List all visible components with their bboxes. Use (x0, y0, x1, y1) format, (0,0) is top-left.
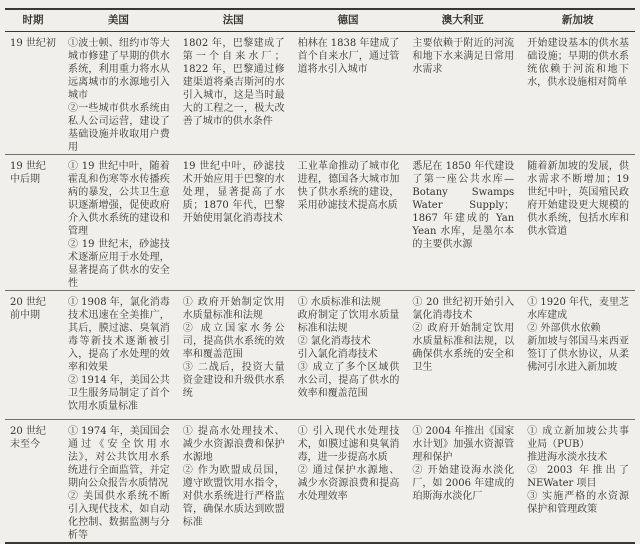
paragraph: ② 政府开始制定饮用水质量标准和法规，以确保供水系统的安全和卫生 (412, 323, 515, 373)
paragraph: ② 通过保护水源地、减少水资源浪费和提高水处理效率 (297, 465, 400, 502)
table-row (5, 32, 635, 155)
cell-australia (405, 420, 520, 544)
paragraph: 悉尼在 1850 年代建设了第一座公共水库—Botany Swamps Water Supply；1867 年建成的 Yan Yean 水库，是墨尔本的主要供水源 (412, 161, 515, 250)
paragraph: ① 19 世纪中叶，随着霍乱和伤寒等水传播疾病的暴发，公共卫生意识逐渐增强，促使政府介入供水系统的建设和管理 (68, 161, 170, 237)
paragraph: ① 引入现代水处理技术，如膜过滤和臭氧消毒，进一步提高水质 (297, 426, 400, 463)
period-label: 末至今 (10, 439, 40, 450)
cell-period (5, 155, 61, 291)
cell-period (5, 420, 61, 544)
col-header-period: 时期 (5, 9, 61, 32)
paragraph: ② 外部供水依赖 (527, 323, 601, 334)
paragraph: 主要依赖于附近的河流和地下水来满足日常用水需求 (412, 38, 515, 75)
paragraph: ①波士顿、纽约市等大城市修建了早期的供水系统，利用重力将水从远离城市的水源地引入城市 (68, 38, 170, 101)
paragraph: 开始建设基本的供水基础设施；早期的供水系统依赖于河流和地下水，供水设施相对简单 (527, 38, 629, 88)
table-row (5, 420, 635, 544)
cell-usa (61, 420, 176, 544)
table-row (5, 155, 635, 291)
paragraph: ② 美国供水系统不断引入现代技术，如自动化控制、数据监测与分析等 (68, 491, 170, 541)
paragraph: ② 作为欧盟成员国，遵守欧盟饮用水指令，对供水系统进行严格监管，确保水质达到欧盟标准 (182, 465, 285, 528)
paragraph: 柏林在 1838 年建成了首个自来水厂，通过管道将水引入城市 (297, 38, 400, 75)
cell-australia (405, 32, 520, 155)
cell-usa (61, 32, 176, 155)
col-header-france: 法国 (176, 9, 291, 32)
paragraph: ② 2003 年推出了 NEWater 项目 (527, 465, 629, 489)
paragraph: ① 政府开始制定饮用水质量标准和法规 (182, 297, 285, 321)
paragraph: ① 水质标准和法规 (297, 297, 381, 308)
col-header-usa: 美国 (61, 9, 176, 32)
cell-germany (291, 420, 406, 544)
paragraph: 随着新加坡的发展，供水需求不断增加；19 世纪中叶，英国殖民政府开始建设更大规模的供水系统，包括水库和供水管道 (527, 161, 629, 237)
paragraph: ③ 二战后，投资大量资金建设和升级供水系统 (182, 362, 285, 399)
cell-period (5, 291, 61, 420)
cell-germany (291, 155, 406, 291)
paragraph: ① 成立新加坡公共事业局（PUB） (527, 426, 629, 450)
col-header-singapore: 新加坡 (520, 9, 635, 32)
paragraph: ② 成立国家水务公司，提高供水系统的效率和覆盖范围 (182, 323, 285, 360)
paragraph: ② 开始建设海水淡化厂，如 2006 年建成的珀斯海水淡化厂 (412, 465, 515, 502)
paragraph: 引入氯化消毒技术 (297, 349, 378, 360)
cell-germany (291, 291, 406, 420)
period-label: 前中期 (10, 310, 40, 321)
col-header-australia: 澳大利亚 (405, 9, 520, 32)
paragraph: ① 1974 年，美国国会通过《安全饮用水法》，对公共饮用水系统进行全面监管，并定期向公众报告水质情况 (68, 426, 170, 489)
paragraph: ① 1908 年，氯化消毒技术迅速在全美推广，其后，膜过滤、臭氧消毒等新技术逐渐被引入，提高了水处理的效率和效果 (68, 297, 170, 373)
cell-australia (405, 155, 520, 291)
period-label: 中后期 (10, 174, 40, 185)
paragraph: 19 世纪中叶，砂滤技术开始应用于巴黎的水处理，显著提高了水质；1870 年代，巴黎开始使用氯化消毒技术 (182, 161, 285, 224)
cell-singapore (520, 420, 635, 544)
cell-usa (61, 291, 176, 420)
period-label: 20 世纪 (10, 426, 46, 437)
cell-singapore (520, 291, 635, 420)
paragraph: ① 2004 年推出《国家水计划》加强水资源管理和保护 (412, 426, 515, 463)
header-row (5, 9, 635, 32)
paragraph: 政府制定了饮用水质量标准和法规 (297, 310, 400, 334)
paragraph: ② 氯化消毒技术 (297, 336, 371, 347)
cell-france (176, 420, 291, 544)
water-supply-history-table (5, 8, 635, 544)
paragraph: 新加坡与邻国马来西亚签订了供水协议，从柔佛河引水进入新加坡 (527, 336, 629, 373)
cell-australia (405, 291, 520, 420)
paragraph: ② 19 世纪末，砂滤技术逐渐应用于水处理，显著提高了供水的安全性 (68, 239, 170, 289)
table-body (5, 32, 635, 544)
paragraph: 推进海水淡水技术 (527, 452, 608, 463)
cell-singapore (520, 32, 635, 155)
paragraph: ① 1920 年代，麦里芝水库建成 (527, 297, 629, 321)
cell-usa (61, 155, 176, 291)
period-label: 19 世纪 (10, 161, 46, 172)
col-header-germany: 德国 (291, 9, 406, 32)
paragraph: ③ 实施严格的水资源保护和管理政策 (527, 491, 629, 515)
cell-france (176, 32, 291, 155)
document-page (5, 8, 635, 544)
cell-germany (291, 32, 406, 155)
paragraph: ②一些城市供水系统由私人公司运营，建设了基础设施并收取用户费用 (68, 103, 170, 153)
paragraph: ① 提高水处理技术、减少水资源浪费和保护水源地 (182, 426, 285, 463)
paragraph: 1802 年，巴黎建成了第一个自来水厂；1822 年，巴黎通过修建渠道将桑吉斯河的水引入城市，这是当时最大的工程之一，极大改善了城市的供水条件 (182, 38, 285, 127)
table-row (5, 291, 635, 420)
cell-france (176, 155, 291, 291)
cell-france (176, 291, 291, 420)
period-label: 20 世纪 (10, 297, 46, 308)
paragraph: ③ 成立了多个区域供水公司，提高了供水的效率和覆盖范围 (297, 362, 400, 399)
paragraph: 工业革命推动了城市化进程，德国各大城市加快了供水系统的建设，采用砂滤技术提高水质 (297, 161, 400, 211)
paragraph: ② 1914 年，美国公共卫生服务局制定了首个饮用水质量标准 (68, 375, 170, 412)
cell-singapore (520, 155, 635, 291)
paragraph: ① 20 世纪初开始引入氯化消毒技术 (412, 297, 515, 321)
cell-period (5, 32, 61, 155)
period-label: 19 世纪初 (10, 38, 56, 49)
